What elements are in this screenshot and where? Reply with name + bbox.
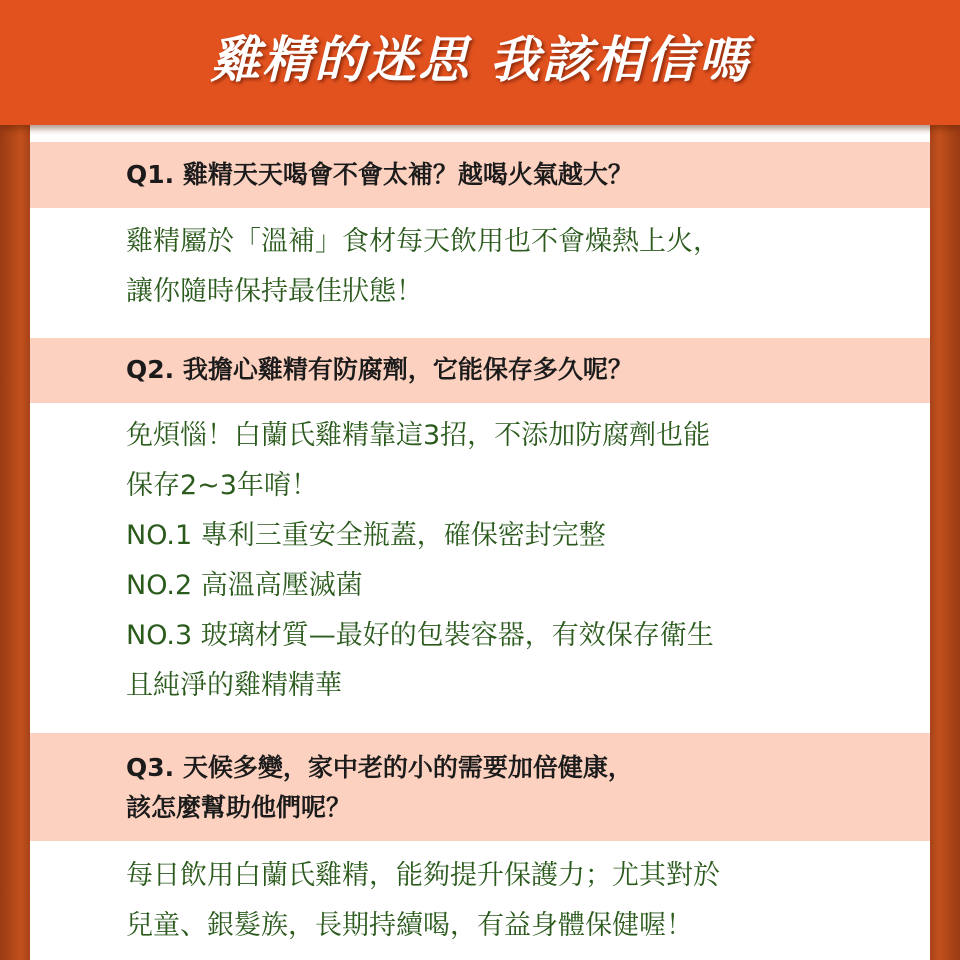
question-q2-line-1: Q2. 我擔心雞精有防腐劑，它能保存多久呢？	[126, 355, 633, 384]
answer-q3-line-2: 兒童、銀髮族，長期持續喝，有益身體保健喔！	[126, 910, 693, 941]
answer-q1-line-2: 讓你隨時保持最佳狀態！	[126, 276, 423, 307]
answer-q3-line-1: 每日飲用白蘭氏雞精，能夠提升保護力；尤其對於	[126, 860, 720, 891]
question-band-q2	[30, 338, 930, 403]
page-title: 雞精的迷思 我該相信嗎	[210, 31, 750, 89]
question-q1-line-1: Q1. 雞精天天喝會不會太補？越喝火氣越大？	[126, 160, 633, 189]
answer-q2-line-4: NO.2 高溫高壓滅菌	[126, 570, 363, 601]
right-frame-border	[930, 0, 960, 960]
answer-q2-line-5: NO.3 玻璃材質—最好的包裝容器，有效保存衛生	[126, 620, 714, 651]
faq-panel	[30, 125, 930, 960]
left-frame-border	[0, 0, 30, 960]
answer-q2-line-1: 免煩惱！白蘭氏雞精靠這3招，不添加防腐劑也能	[126, 420, 711, 451]
title-banner	[0, 0, 960, 125]
question-q3-line-2: 該怎麼幫助他們呢？	[126, 793, 352, 822]
answer-q1	[126, 217, 720, 317]
answer-q2	[126, 411, 714, 711]
question-q3-line-1: Q3. 天候多變，家中老的小的需要加倍健康，	[126, 753, 633, 782]
answer-q1-line-1: 雞精屬於「溫補」食材每天飲用也不會燥熱上火，	[126, 226, 720, 257]
answer-q2-line-3: NO.1 專利三重安全瓶蓋，確保密封完整	[126, 520, 606, 551]
answer-q2-line-2: 保存2~3年唷！	[126, 470, 318, 501]
question-band-q1	[30, 142, 930, 208]
answer-q2-line-6: 且純淨的雞精精華	[126, 670, 342, 701]
answer-q3	[126, 851, 720, 951]
question-band-q3	[30, 733, 930, 841]
